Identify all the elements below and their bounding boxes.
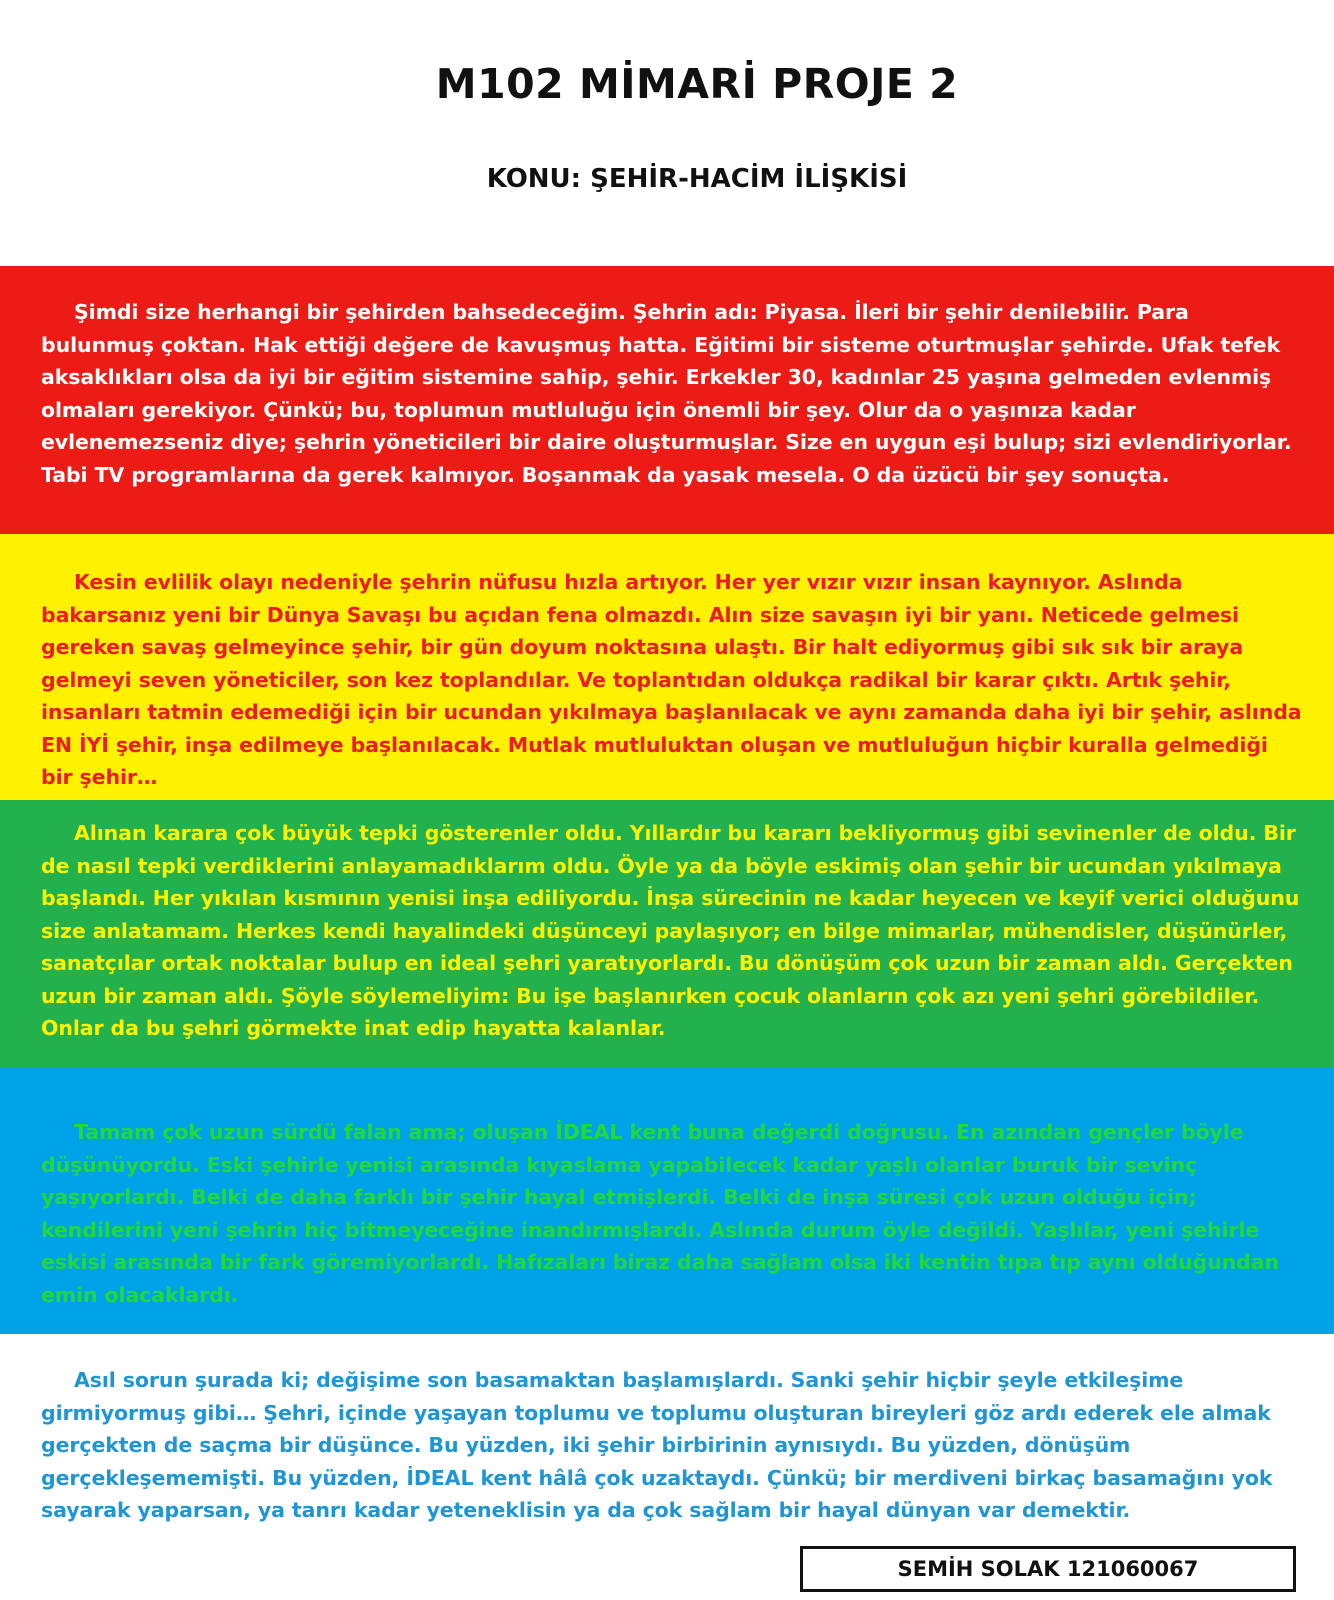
section-paragraph: Tamam çok uzun sürdü falan ama; oluşan İDEAL kent buna değerdi doğrusu. En azından gençler böyle düşünüyordu. Eski şehirle yenisi arasında kıyaslama yapabilecek kadar yaşlı olanlar buruk bir sevinç yaşıyorlardı. Belki de daha farklı bir şehir hayal etmişlerdi. Belki de inşa süresi çok uzun olduğu için; kendilerini yeni şehrin hiç bitmeyeceğine inandırmışlardı. Aslında durum öyle değildi. Yaşlılar, yeni şehirle eskisi arasında bir fark göremiyorlardı. Hafızaları biraz daha sağlam olsa iki kentin tıpa tıp aynı olduğundan emin olacaklardı.: [41, 1120, 1279, 1307]
author-name-id: SEMİH SOLAK 121060067: [897, 1557, 1199, 1581]
section-white: [0, 1334, 1334, 1524]
section-blue: [0, 1068, 1334, 1334]
document-subtitle: KONU: ŞEHİR-HACİM İLİŞKİSİ: [486, 164, 908, 194]
section-paragraph: Şimdi size herhangi bir şehirden bahsedeceğim. Şehrin adı: Piyasa. İleri bir şehir denilebilir. Para bulunmuş çoktan. Hak ettiği değere de kavuşmuş hatta. Eğitimi bir sisteme oturtmuşlar şehirde. Ufak tefek aksaklıkları olsa da iyi bir eğitim sistemine sahip, şehir. Erkekler 30, kadınlar 25 yaşına gelmeden evlenmiş olmaları gerekiyor. Çünkü; bu, toplumun mutluluğu için önemli bir şey. Olur da o yaşınıza kadar evlenemezseniz diye; şehrin yöneticileri bir daire oluşturmuşlar. Size en uygun eşi bulup; sizi evlendiriyorlar. Tabi TV programlarına da gerek kalmıyor. Boşanmak da yasak mesela. O da üzücü bir şey sonuçta.: [41, 300, 1292, 487]
author-signature-box: [800, 1546, 1296, 1592]
section-paragraph: Alınan karara çok büyük tepki gösterenler oldu. Yıllardır bu kararı bekliyormuş gibi sevinenler de oldu. Bir de nasıl tepki verdiklerini anlayamadıklarım oldu. Öyle ya da böyle eskimiş olan şehir bir ucundan yıkılmaya başlandı. Her yıkılan kısmının yenisi inşa ediliyordu. İnşa sürecinin ne kadar heyecen ve keyif verici olduğunu size anlatamam. Herkes kendi hayalindeki düşünceyi paylaşıyor; en bilge mimarlar, mühendisler, düşünürler, sanatçılar ortak noktalar bulup en ideal şehri yaratıyorlardı. Bu dönüşüm çok uzun bir zaman aldı. Gerçekten uzun bir zaman aldı. Şöyle söylemeliyim: Bu işe başlanırken çocuk olanların çok azı yeni şehri görebildiler. Onlar da bu şehri görmekte inat edip hayatta kalanlar.: [41, 821, 1300, 1040]
section-paragraph: Asıl sorun şurada ki; değişime son basamaktan başlamışlardı. Sanki şehir hiçbir şeyle etkileşime girmiyormuş gibi… Şehri, içinde yaşayan toplumu ve toplumu oluşturan bireyleri göz ardı ederek ele almak gerçekten de saçma bir düşünce. Bu yüzden, iki şehir birbirinin aynısıydı. Bu yüzden, dönüşüm gerçekleşememişti. Bu yüzden, İDEAL kent hâlâ çok uzaktaydı. Çünkü; bir merdiveni birkaç basamağını yok sayarak yaparsan, ya tanrı kadar yeteneklisin ya da çok sağlam bir hayal dünyan var demektir.: [41, 1368, 1273, 1522]
section-red: [0, 266, 1334, 534]
document-title: M102 MİMARİ PROJE 2: [435, 60, 959, 108]
section-yellow: [0, 534, 1334, 800]
section-paragraph: Kesin evlilik olayı nedeniyle şehrin nüfusu hızla artıyor. Her yer vızır vızır insan kaynıyor. Aslında bakarsanız yeni bir Dünya Savaşı bu açıdan fena olmazdı. Alın size savaşın iyi bir yanı. Neticede gelmesi gereken savaş gelmeyince şehir, bir gün doyum noktasına ulaştı. Bir halt ediyormuş gibi sık sık bir araya gelmeyi seven yöneticiler, son kez toplandılar. Ve toplantıdan oldukça radikal bir karar çıktı. Artık şehir, insanları tatmin edemediği için bir ucundan yıkılmaya başlanılacak ve aynı zamanda daha iyi bir şehir, aslında EN İYİ şehir, inşa edilmeye başlanılacak. Mutlak mutluluktan oluşan ve mutluluğun hiçbir kuralla gelmediği bir şehir…: [41, 570, 1302, 789]
section-green: [0, 800, 1334, 1068]
